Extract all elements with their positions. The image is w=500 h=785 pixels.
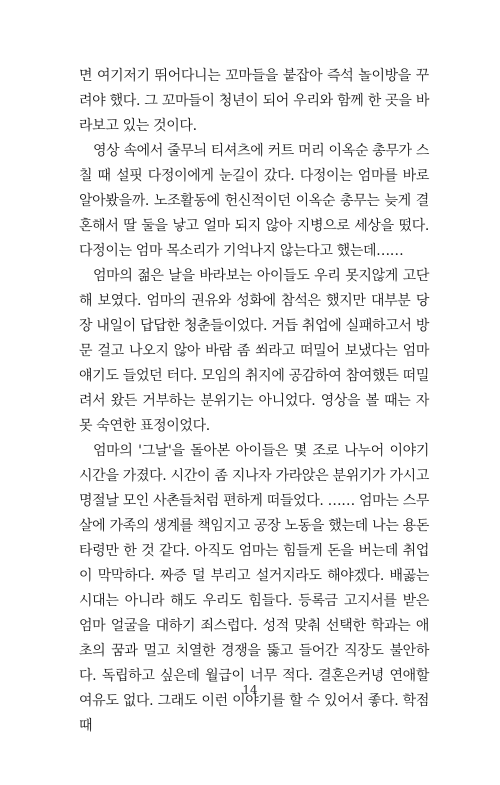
body-text <box>79 64 429 739</box>
paragraph-4: 엄마의 '그날'을 돌아본 아이들은 몇 조로 나누어 이야기 시간을 가졌다. 시간이 좀 지나자 가라앉은 분위기가 가시고 명절날 모인 사촌들처럼 편하게 떠들었다. …… 엄마는 스무 살에 가족의 생계를 책임지고 공장 노동을 했는데 나는 용돈 타령만 한 것 같다. 아직도 엄마는 힘들게 돈을 버는데 취업이 막막하다. 짜증 덜 부리고 설거지라도 해야겠다. 배곯는 시대는 아니라 해도 우리도 힘들다. 등록금 고지서를 받은 엄마 얼굴을 대하기 죄스럽다. 성적 맞춰 선택한 학과는 애초의 꿈과 멀고 치열한 경쟁을 뚫고 들어간 직장도 불안하다. 독립하고 싶은데 월급이 너무 적다. 결혼은커녕 연애할 여유도 없다. 그래도 이런 이야기를 할 수 있어서 좋다. 학점 때 <box>79 443 429 734</box>
page-number: 14 <box>242 683 258 697</box>
paragraph-3: 엄마의 젊은 날을 바라보는 아이들도 우리 못지않게 고단해 보였다. 엄마의 권유와 성화에 참석은 했지만 대부분 당장 내일이 답답한 청춘들이었다. 거듭 취업에 실패하고서 방문 걸고 나오지 않아 바람 좀 쐬라고 떠밀어 보냈다는 엄마 얘기도 들었던 터다. 모임의 취지에 공감하여 참여했든 떠밀려서 왔든 거부하는 분위기는 아니었다. 영상을 볼 때는 자못 숙연한 표정이었다. <box>79 268 429 434</box>
paragraph-2: 영상 속에서 줄무늬 티셔츠에 커트 머리 이옥순 총무가 스칠 때 설핏 다정이에게 눈길이 갔다. 다정이는 엄마를 바로 알아봤을까. 노조활동에 헌신적이던 이옥순 총무는 늦게 결혼해서 딸 둘을 낳고 얼마 되지 않아 지병으로 세상을 떴다. 다정이는 엄마 목소리가 기억나지 않는다고 했는데…… <box>79 143 429 259</box>
paragraph-1: 면 여기저기 뛰어다니는 꼬마들을 붙잡아 즉석 놀이방을 꾸려야 했다. 그 꼬마들이 청년이 되어 우리와 함께 한 곳을 바라보고 있는 것이다. <box>79 68 429 134</box>
